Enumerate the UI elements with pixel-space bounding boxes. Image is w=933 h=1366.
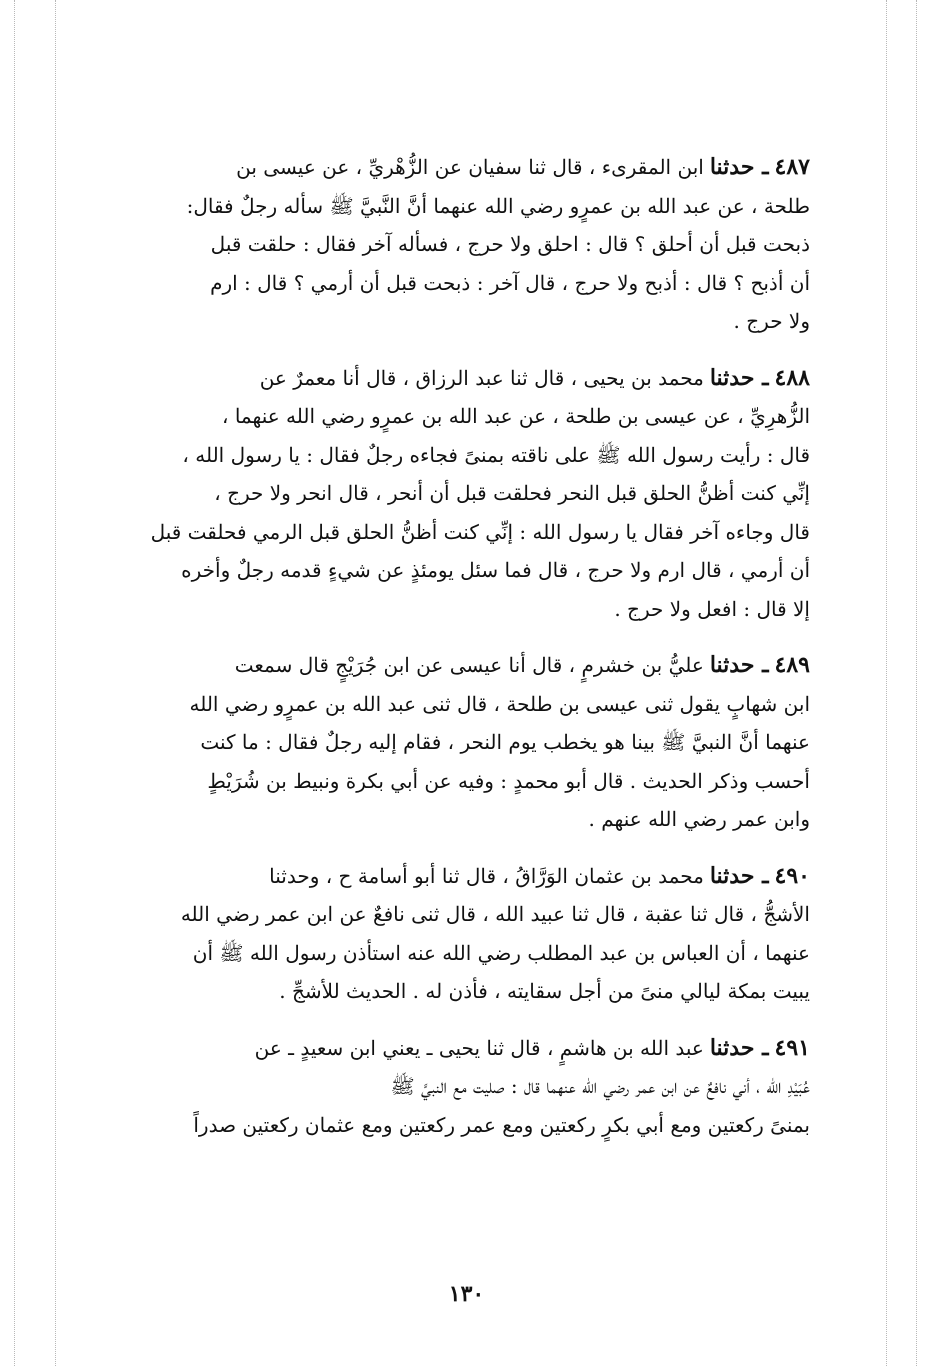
text-line: أحسب وذكر الحديث . قال أبو محمدٍ : وفيه عن أبي بكرة ونبيط بن شُرَيْطٍ (207, 768, 810, 793)
hadith-number: ٤٨٩ (774, 652, 810, 678)
text-line: عنهما أنَّ النبيَّ ﷺ بينا هو يخطب يوم النحر ، فقام إليه رجلٌ فقال : ما كنت (200, 730, 810, 754)
line-text: عبد الله بن هاشمٍ ، قال ثنا يحيى ـ يعني ابن سعيدٍ ـ عن (254, 1035, 704, 1060)
hadith-number: ٤٩٠ (774, 862, 810, 889)
text-line: قال وجاءه آخر فقال يا رسول الله : إنِّي كنت أظنُّ الحلق قبل الرمي فحلقت قبل (150, 519, 810, 544)
text-line: إنِّي كنت أظنُّ الحلق قبل النحر فحلقت قبل أن أنحر ، قال انحر ولا حرج ، (214, 481, 810, 505)
text-line: عنهما ، أن العباس بن عبد المطلب رضي الله عنه استأذن رسول الله ﷺ أن (192, 940, 810, 965)
line-text: ابن المقرىء ، قال ثنا سفيان عن الزُّهْريِّ ، عن عيسى بن (236, 155, 704, 179)
line-text: عليُّ بن خشرمٍ ، قال أنا عيسى عن ابن جُرَيْجٍ قال سمعت (234, 653, 704, 677)
text-line: وابن عمر رضي الله عنهم . (588, 807, 810, 831)
text-line (100, 1029, 810, 1068)
hadith-491 (100, 1029, 810, 1145)
hadith-keyword: ـ حدثنا (709, 652, 769, 678)
hadith-keyword: ـ حدثنا (709, 862, 769, 889)
text-line: طلحة ، عن عبد الله بن عمرٍو رضي الله عنهما أنَّ النَّبيَّ ﷺ سأله رجلٌ فقال: (186, 193, 810, 218)
hadith-490 (100, 857, 810, 1011)
hadith-keyword: ـ حدثنا (709, 364, 769, 391)
text-line: يبيت بمكة ليالي منىً من أجل سقايته ، فأذن له . الحديث للأشجِّ . (279, 979, 810, 1003)
hadith-number: ٤٩١ (774, 1034, 810, 1061)
hadith-number: ٤٨٨ (774, 364, 810, 391)
scan-guide-line (916, 0, 917, 1366)
text-line: أن أرمي ، قال ارم ولا حرج ، قال فما سئل يومئذٍ عن شيءٍ قدمه رجلٌ وأخره (181, 558, 810, 582)
scan-guide-line (14, 0, 15, 1366)
text-line (100, 646, 810, 685)
hadith-487 (100, 148, 810, 341)
text-line (100, 148, 810, 187)
text-line (100, 359, 810, 398)
text-line: عُبَيْدِ الله ، أني نافعٌ عن ابن عمر رضي الله عنهما قال : صليت مع النبيَّ ﷺ (390, 1074, 810, 1098)
text-line: إلا قال : افعل ولا حرج . (614, 596, 810, 621)
text-line (100, 857, 810, 896)
hadith-488 (100, 359, 810, 629)
text-line: ذبحت قبل أن أحلق ؟ قال : احلق ولا حرج ، فسأله آخر فقال : حلقت قبل (210, 232, 810, 256)
line-text: محمد بن عثمان الوَرَّاقُ ، قال ثنا أبو أسامة ح ، وحدثنا (269, 863, 704, 888)
text-line: أن أذبح ؟ قال : أذبح ولا حرج ، قال آخر : ذبحت قبل أن أرمي ؟ قال : ارم (210, 270, 810, 295)
line-text: محمد بن يحيى ، قال ثنا عبد الرزاق ، قال أنا معمرٌ عن (259, 365, 704, 390)
text-line: الزُّهرِيِّ ، عن عيسى بن طلحة ، عن عبد الله بن عمرٍو رضي الله عنهما ، (222, 404, 810, 428)
hadith-keyword: ـ حدثنا (709, 1034, 769, 1061)
scan-guide-line (55, 0, 56, 1366)
text-line: بمنىً ركعتين ومع أبي بكرٍ ركعتين ومع عمر ركعتين ومع عثمان ركعتين صدراً (193, 1112, 810, 1137)
text-line: الأشجُّ ، قال ثنا عقبة ، قال ثنا عبيد الله ، قال ثنى نافعٌ عن ابن عمر رضي الله (180, 902, 810, 926)
hadith-489 (100, 646, 810, 839)
text-line: ولا حرج . (733, 309, 810, 333)
page-number: ١٣٠ (448, 1281, 485, 1307)
hadith-number: ٤٨٧ (774, 154, 810, 180)
hadith-keyword: ـ حدثنا (709, 154, 769, 180)
text-line: قال : رأيت رسول الله ﷺ على ناقته بمنىً فجاءه رجلٌ فقال : يا رسول الله ، (182, 442, 810, 467)
text-line: ابن شهابٍ يقول ثنى عيسى بن طلحة ، قال ثنى عبد الله بن عمرٍو رضي الله (189, 691, 810, 716)
scan-guide-line (886, 0, 887, 1366)
page-text (100, 148, 810, 1162)
